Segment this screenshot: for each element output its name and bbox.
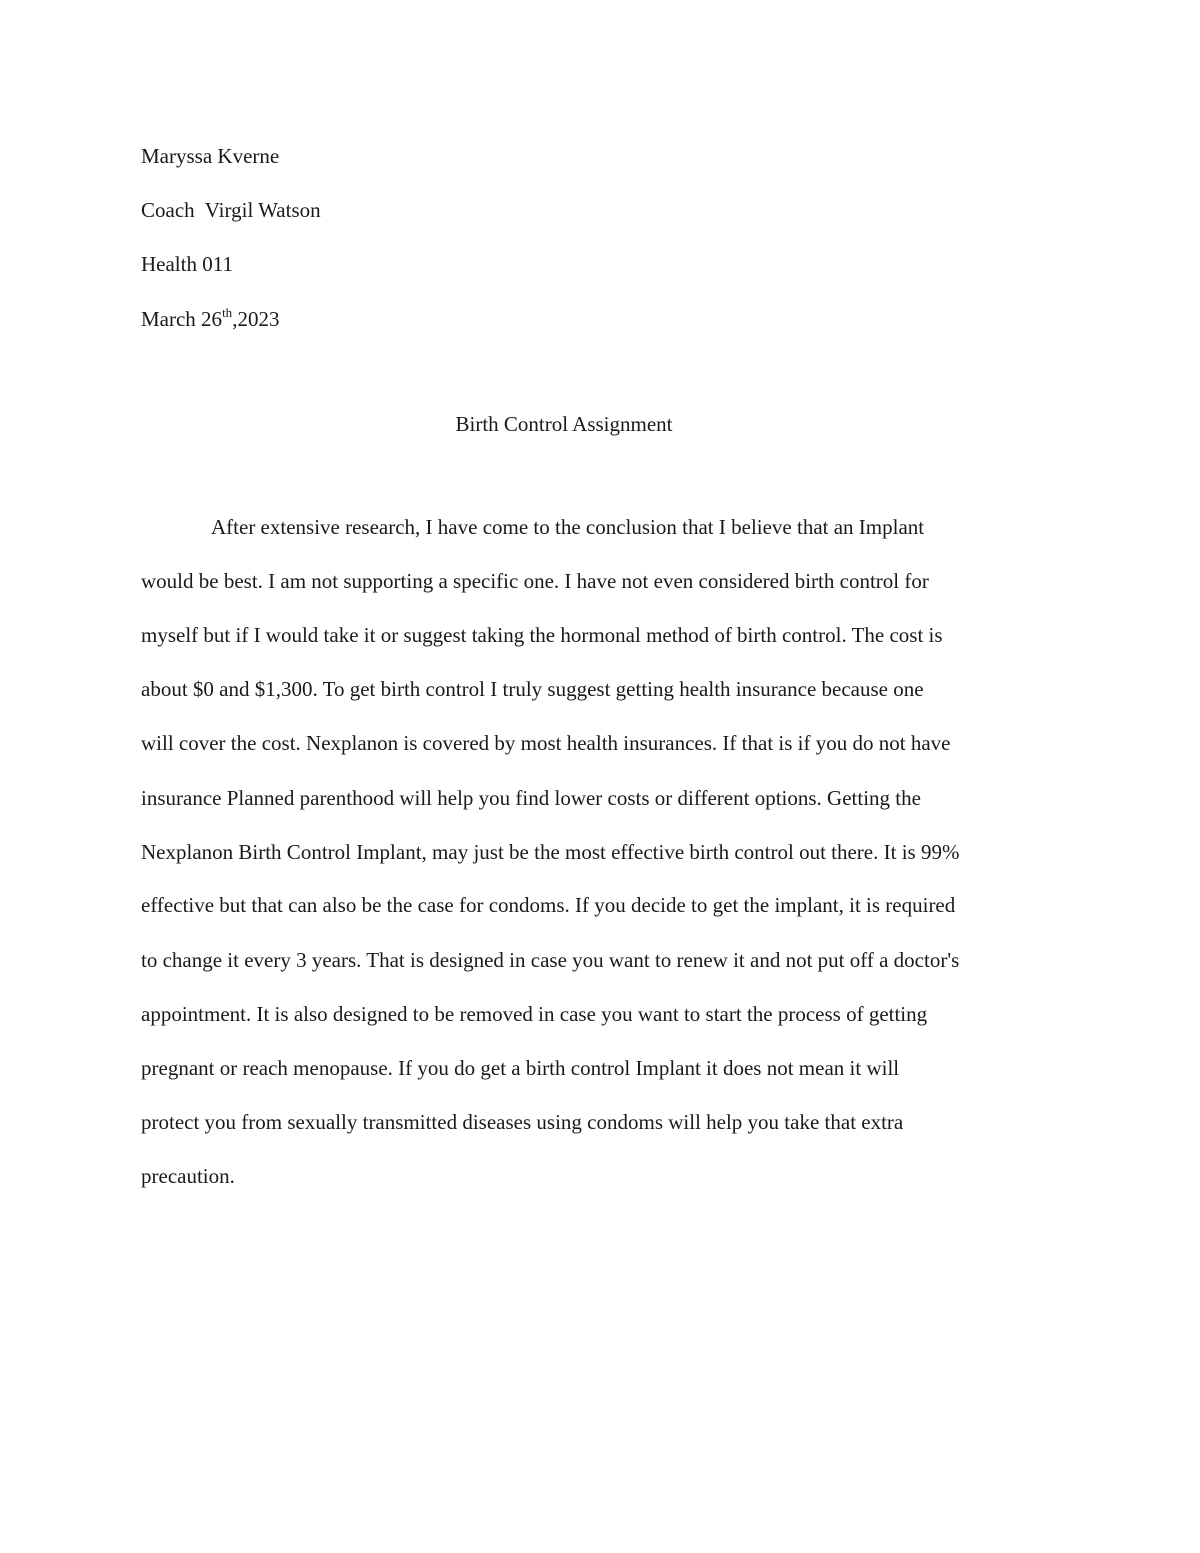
document-title: Birth Control Assignment <box>455 412 673 436</box>
body-line: will cover the cost. Nexplanon is covered by most health insurances. If that is if you do not have <box>141 731 951 755</box>
body-line: After extensive research, I have come to the conclusion that I believe that an Implant <box>211 515 925 539</box>
body-line: myself but if I would take it or suggest taking the hormonal method of birth control. The cost is <box>141 623 943 647</box>
date-superscript: th <box>222 305 233 320</box>
body-line: insurance Planned parenthood will help you find lower costs or different options. Getting the <box>141 786 921 810</box>
student-name: Maryssa Kverne <box>141 144 280 168</box>
body-line: to change it every 3 years. That is designed in case you want to renew it and not put off a doctor's <box>141 948 960 972</box>
body-line: appointment. It is also designed to be removed in case you want to start the process of getting <box>141 1002 928 1026</box>
body-line: protect you from sexually transmitted diseases using condoms will help you take that extra <box>141 1110 904 1134</box>
course-name: Health 011 <box>141 252 233 276</box>
body-line: effective but that can also be the case for condoms. If you decide to get the implant, it is required <box>141 893 956 917</box>
date-suffix: ,2023 <box>232 307 280 331</box>
date-prefix: March 26 <box>141 307 223 331</box>
body-line: would be best. I am not supporting a specific one. I have not even considered birth control for <box>141 569 929 593</box>
assignment-date <box>141 305 279 333</box>
body-line: about $0 and $1,300. To get birth control I truly suggest getting health insurance because one <box>141 677 924 701</box>
body-line: Nexplanon Birth Control Implant, may just be the most effective birth control out there. It is 99% <box>141 840 960 864</box>
body-line: precaution. <box>141 1164 235 1188</box>
body-line: pregnant or reach menopause. If you do get a birth control Implant it does not mean it will <box>141 1056 900 1080</box>
instructor-name: Coach Virgil Watson <box>141 198 321 222</box>
